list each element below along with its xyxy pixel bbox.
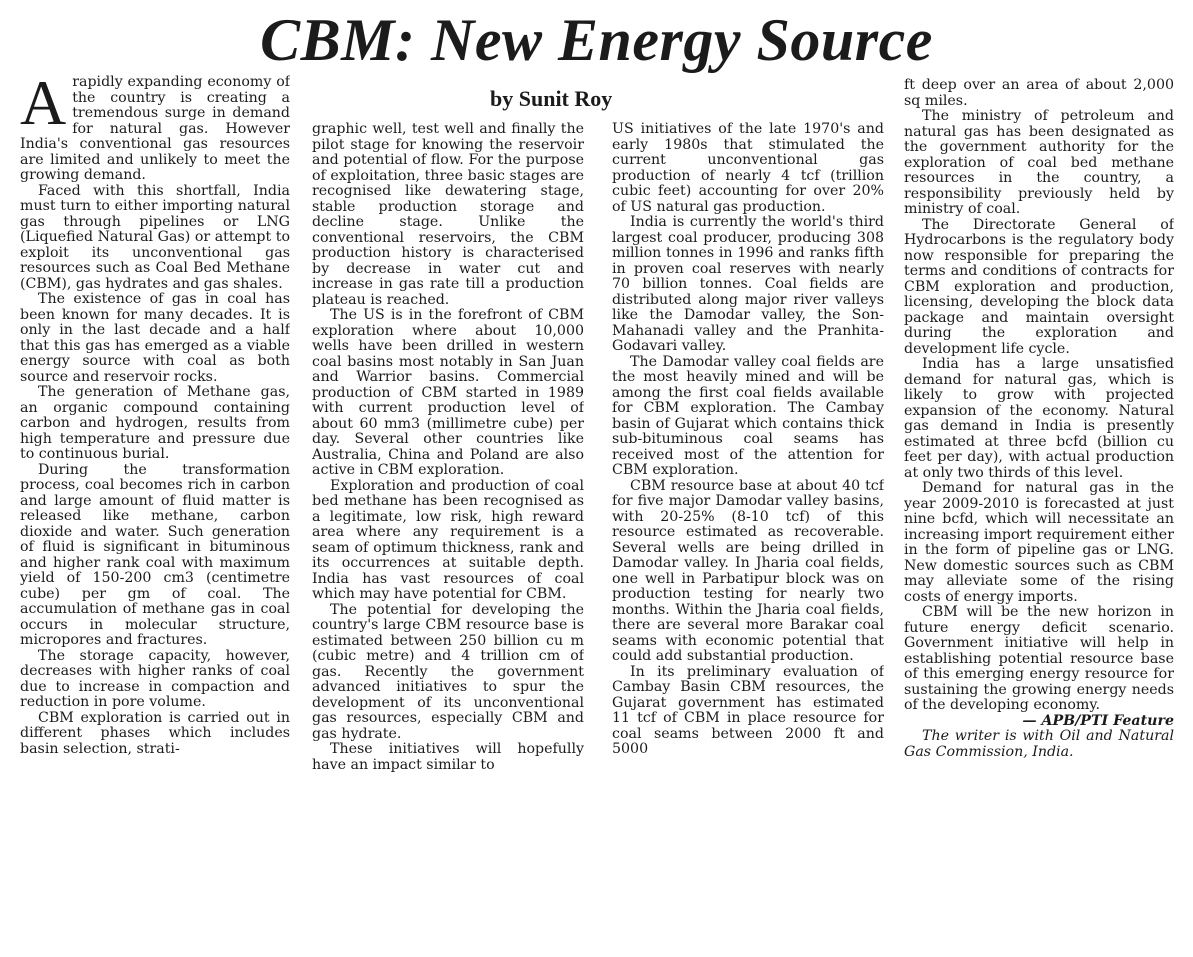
- paragraph: ft deep over an area of about 2,000 sq miles.: [904, 78, 1174, 109]
- paragraph: The potential for developing the country's large CBM resource base is estimated between 250 billion cu m (cubic metre) and 4 trillion cm of gas. Recently the government advanced initiatives to spur the development of its unconventional gas resources, especially CBM and gas hydrate.: [312, 601, 584, 742]
- paragraph: The ministry of petroleum and natural gas has been designated as the government authority for the exploration of coal bed methane resources in the country, a responsibility previously held by ministry of coal.: [904, 108, 1174, 217]
- paragraph: CBM resource base at about 40 tcf for five major Damodar valley basins, with 20-25% (8-10 tcf) of this resource estimated as recoverable. Several wells are being drilled in Damodar valley. In Jharia coal fields, one well in Parbatipur block was on production testing for nearly two months. Within the Jharia coal fields, there are several more Barakar coal seams with economic potential that could add substantial production.: [612, 477, 884, 664]
- column-2: [312, 122, 584, 950]
- byline: by Sunit Roy: [490, 86, 613, 111]
- paragraph: India is currently the world's third largest coal producer, producing 308 million tonnes in 1996 and ranks fifth in proven coal reserves with nearly 70 billion tonnes. Coal fields are distributed along major river valleys like the Damodar valley, the Son-Mahanadi valley and the Pranhita-Godavari valley.: [612, 214, 884, 354]
- author-note: The writer is with Oil and Natural Gas Commission, India.: [904, 728, 1174, 760]
- paragraph: The Directorate General of Hydrocarbons is the regulatory body now responsible for preparing the terms and conditions of contracts for CBM exploration and production, licensing, developing the block data package and maintain oversight during the exploration and development life cycle.: [904, 216, 1174, 357]
- paragraph: Faced with this shortfall, India must turn to either importing natural gas through pipelines or LNG (Liquefied Natural Gas) or attempt to exploit its unconventional gas resources such as Coal Bed Methane (CBM), gas hydrates and gas shales.: [20, 182, 290, 292]
- headline: CBM: New Energy Source: [260, 7, 933, 73]
- paragraph: The generation of Methane gas, an organic compound containing carbon and hydrogen, results from high temperature and pressure due to continuous burial.: [20, 384, 290, 462]
- paragraph: CBM exploration is carried out in different phases which includes basin selection, strati-: [20, 709, 290, 757]
- column-3: [612, 122, 884, 950]
- paragraph: The Damodar valley coal fields are the most heavily mined and will be among the first coal fields available for CBM exploration. The Cambay basin of Gujarat which contains thick sub-bituminous coal seams has received most of the attention for CBM exploration.: [612, 353, 884, 478]
- paragraph: The existence of gas in coal has been known for many decades. It is only in the last decade and a half that this gas has emerged as a viable energy source with coal as both source and reservoir rocks.: [20, 291, 290, 385]
- feature-credit: — APB/PTI Feature: [1022, 712, 1174, 729]
- column-1: [20, 75, 290, 950]
- paragraph: CBM will be the new horizon in future energy deficit scenario. Government initiative will help in establishing potential resource base of this emerging energy resource for sustaining the growing energy needs of the developing economy.: [904, 604, 1174, 713]
- drop-cap: A: [20, 75, 67, 138]
- paragraph: The storage capacity, however, decreases with higher ranks of coal due to increase in compaction and reduction in pore volume.: [20, 647, 290, 710]
- column-4: [904, 78, 1174, 950]
- paragraph: India has a large unsatisfied demand for natural gas, which is likely to grow with projected expansion of the economy. Natural gas demand in India is presently estimated at three bcfd (billion cu feet per day), with actual production at only two thirds of this level.: [904, 356, 1174, 481]
- paragraph: In its preliminary evaluation of Cambay Basin CBM resources, the Gujarat government has estimated 11 tcf of CBM in place resource for coal seams between 2000 ft and 5000: [612, 663, 884, 757]
- paragraph: These initiatives will hopefully have an impact similar to: [312, 741, 584, 773]
- paragraph: A rapidly expanding economy of the country is creating a tremendous surge in demand for natural gas. However India's conventional gas resources are limited and unlikely to meet the growing demand.: [20, 75, 290, 183]
- paragraph: Demand for natural gas in the year 2009-2010 is forecasted at just nine bcfd, which will necessitate an increasing import requirement either in the form of pipeline gas or LNG. New domestic sources such as CBM may alleviate some of the rising costs of energy imports.: [904, 480, 1174, 605]
- paragraph: US initiatives of the late 1970's and early 1980s that stimulated the current unconventional gas production of nearly 4 tcf (trillion cubic feet) accounting for over 20% of US natural gas production.: [612, 122, 884, 215]
- paragraph: During the transformation process, coal becomes rich in carbon and large amount of fluid matter is released like methane, carbon dioxide and water. Such generation of fluid is significant in bituminous and higher rank coal with maximum yield of 150-200 cm3 (centimetre cube) per gm of coal. The accumulation of methane gas in coal occurs in molecular structure, micropores and fractures.: [20, 461, 290, 648]
- paragraph: The US is in the forefront of CBM exploration where about 10,000 wells have been drilled in western coal basins most notably in San Juan and Warrior basins. Commercial production of CBM started in 1989 with current production level of about 60 mm3 (millimetre cube) per day. Several other countries like Australia, China and Poland are also active in CBM exploration.: [312, 307, 584, 478]
- paragraph: graphic well, test well and finally the pilot stage for knowing the reservoir and potential of flow. For the purpose of exploitation, three basic stages are recognised like dewatering stage, stable production storage and decline stage. Unlike the conventional reservoirs, the CBM production history is characterised by decrease in water cut and increase in gas rate till a production plateau is reached.: [312, 122, 584, 308]
- paragraph: Exploration and production of coal bed methane has been recognised as a legitimate, low risk, high reward area where any requirement is a seam of optimum thickness, rank and its occurrences at suitable depth. India has vast resources of coal which may have potential for CBM.: [312, 477, 584, 602]
